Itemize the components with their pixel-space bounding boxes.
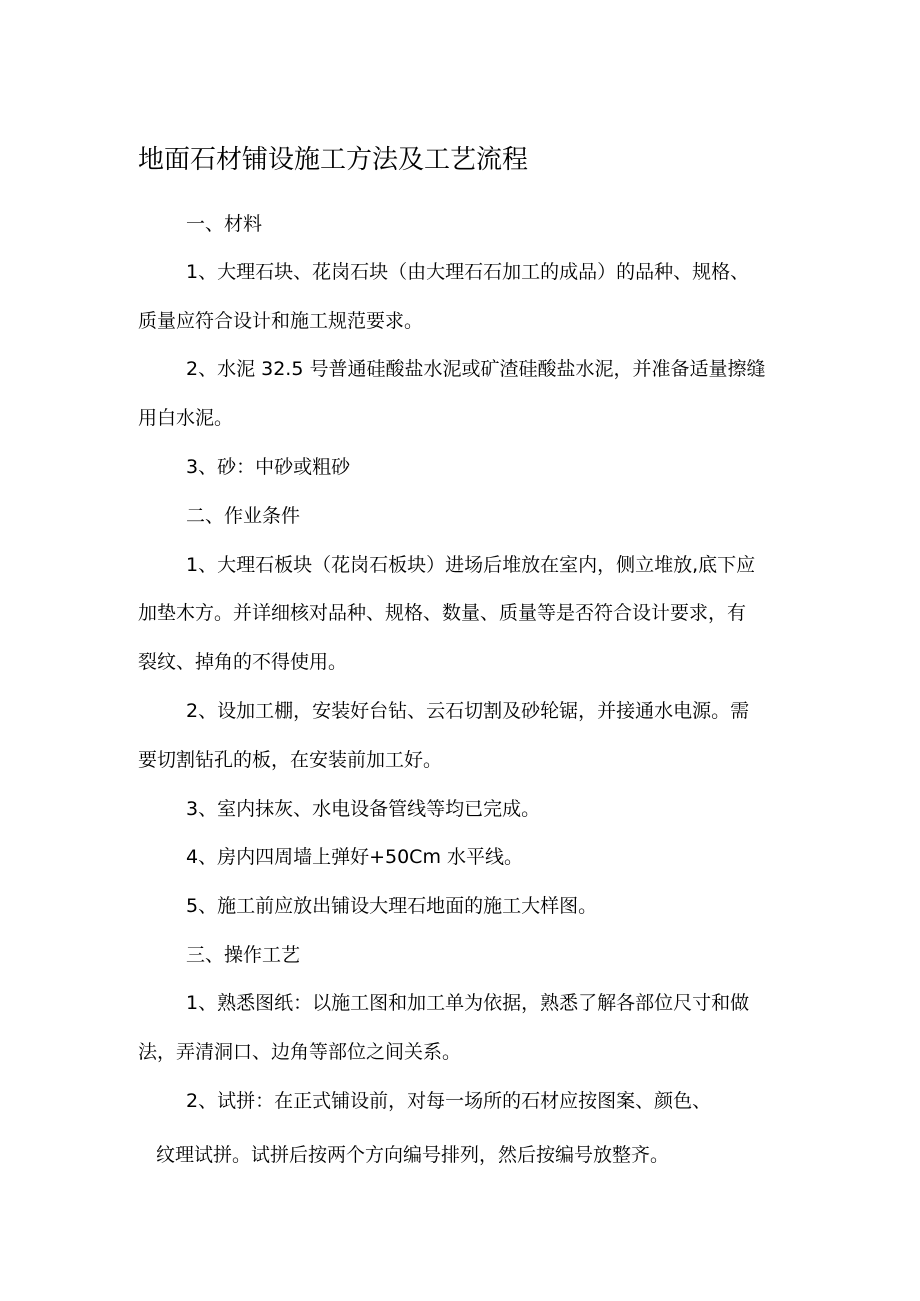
paragraph-line: 2、水泥 32.5 号普通硅酸盐水泥或矿渣硅酸盐水泥，并准备适量擦缝 — [186, 358, 766, 380]
paragraph-line: 裂纹、掉角的不得使用。 — [138, 651, 348, 673]
paragraph-line: 5、施工前应放出铺设大理石地面的施工大样图。 — [186, 895, 598, 917]
paragraph-line: 纹理试拼。试拼后按两个方向编号排列，然后按编号放整齐。 — [156, 1144, 670, 1166]
paragraph-line: 1、大理石板块（花岗石板块）进场后堆放在室内，侧立堆放,底下应 — [186, 554, 756, 576]
paragraph-line: 加垫木方。并详细核对品种、规格、数量、质量等是否符合设计要求，有 — [138, 602, 747, 624]
section-heading-materials: 一、材料 — [186, 213, 263, 235]
section-heading-conditions: 二、作业条件 — [186, 505, 301, 527]
paragraph-line: 3、室内抹灰、水电设备管线等均已完成。 — [186, 798, 541, 820]
paragraph-line: 用白水泥。 — [138, 407, 234, 429]
paragraph-line: 法，弄清洞口、边角等部位之间关系。 — [138, 1041, 462, 1063]
paragraph-line: 1、熟悉图纸：以施工图和加工单为依据，熟悉了解各部位尺寸和做 — [186, 992, 750, 1014]
section-heading-process: 三、操作工艺 — [186, 944, 301, 966]
paragraph-line: 4、房内四周墙上弹好+50Cm 水平线。 — [186, 846, 524, 868]
paragraph-line: 质量应符合设计和施工规范要求。 — [138, 310, 424, 332]
document-title: 地面石材铺设施工方法及工艺流程 — [138, 145, 529, 175]
paragraph-line: 要切割钻孔的板，在安装前加工好。 — [138, 749, 443, 771]
paragraph-line: 2、试拼：在正式铺设前，对每一场所的石材应按图案、颜色、 — [186, 1090, 712, 1112]
paragraph-line: 2、设加工棚，安装好台钻、云石切割及砂轮锯，并接通水电源。需 — [186, 700, 750, 722]
paragraph-line: 3、砂：中砂或粗砂 — [186, 456, 351, 478]
paragraph-line: 1、大理石块、花岗石块（由大理石石加工的成品）的品种、规格、 — [186, 261, 750, 283]
